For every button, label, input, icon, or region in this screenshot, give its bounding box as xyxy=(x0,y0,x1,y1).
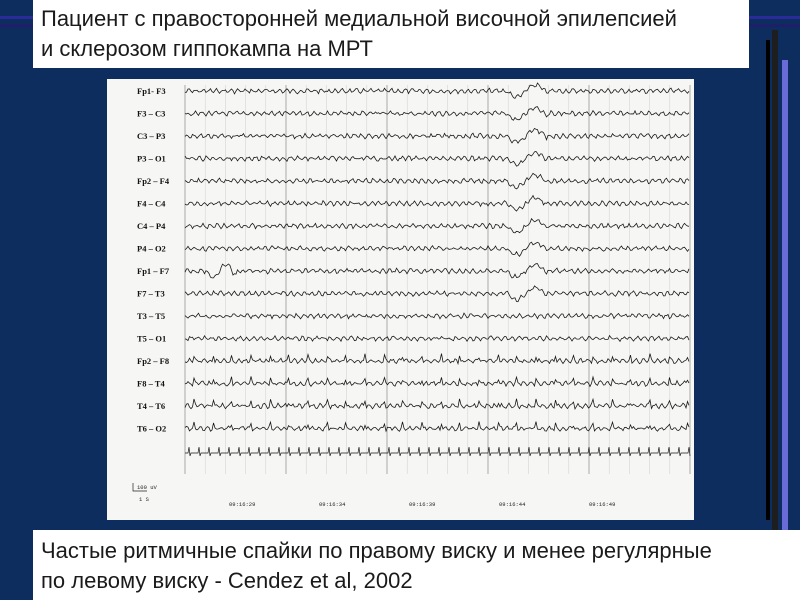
channel-label: Fp2 – F4 xyxy=(137,176,170,186)
eeg-trace xyxy=(185,376,689,386)
channel-label: Fp2 – F8 xyxy=(137,356,170,366)
eeg-trace xyxy=(185,173,689,189)
caption-line-1: Частые ритмичные спайки по правому виску и менее регулярные xyxy=(41,538,712,563)
channel-label: P3 – O1 xyxy=(137,153,166,164)
eeg-trace xyxy=(185,152,689,167)
timestamp-label: 09:16:44 xyxy=(499,501,526,508)
eeg-trace xyxy=(185,399,689,409)
title-line-2: и склерозом гиппокампа на МРТ xyxy=(41,36,373,61)
timestamp-label: 09:16:49 xyxy=(589,501,616,508)
channel-label: T3 – T5 xyxy=(137,311,166,321)
timestamp-label: 09:16:29 xyxy=(229,501,256,508)
slide-title xyxy=(33,0,749,68)
channel-label: F4 – C4 xyxy=(137,198,166,209)
timestamp-label: 09:16:34 xyxy=(319,501,346,508)
eeg-trace xyxy=(185,242,689,256)
channel-label: Fp1 – F7 xyxy=(137,266,170,276)
eeg-trace xyxy=(185,264,689,278)
eeg-trace xyxy=(185,313,689,319)
channel-label: F3 – C3 xyxy=(137,108,166,119)
eeg-trace xyxy=(185,83,689,98)
slide-caption xyxy=(33,530,800,600)
channel-label: T4 – T6 xyxy=(137,401,166,411)
eeg-trace xyxy=(185,219,689,233)
eeg-trace xyxy=(185,336,689,342)
channel-label: P4 – O2 xyxy=(137,243,166,254)
decorative-stripe xyxy=(772,30,778,530)
scale-sub-label: 1 S xyxy=(139,496,149,503)
channel-label: C4 – P4 xyxy=(137,221,166,231)
decorative-stripe xyxy=(782,60,788,600)
channel-label: T6 – O2 xyxy=(137,423,167,434)
eeg-trace xyxy=(185,107,689,121)
channel-label: Fp1- F3 xyxy=(137,86,166,96)
eeg-trace xyxy=(185,286,689,302)
timestamp-label: 09:16:39 xyxy=(409,501,436,508)
eeg-trace xyxy=(185,422,689,432)
eeg-trace xyxy=(185,354,689,364)
eeg-trace-canvas xyxy=(107,79,694,520)
channel-label: C3 – P3 xyxy=(137,131,166,141)
channel-label: T5 – O1 xyxy=(137,333,167,344)
channel-label: F8 – T4 xyxy=(137,378,165,389)
ecg-trace xyxy=(185,447,690,456)
decorative-stripe xyxy=(766,40,770,520)
eeg-trace xyxy=(185,128,689,143)
eeg-trace xyxy=(185,196,689,211)
channel-label: F7 – T3 xyxy=(137,288,165,299)
scale-label: 100 uV xyxy=(137,484,157,491)
caption-line-2: по левому виску - Cendez et al, 2002 xyxy=(41,568,413,593)
eeg-recording xyxy=(107,79,694,520)
title-line-1: Пациент с правосторонней медиальной височной эпилепсией xyxy=(41,6,677,31)
